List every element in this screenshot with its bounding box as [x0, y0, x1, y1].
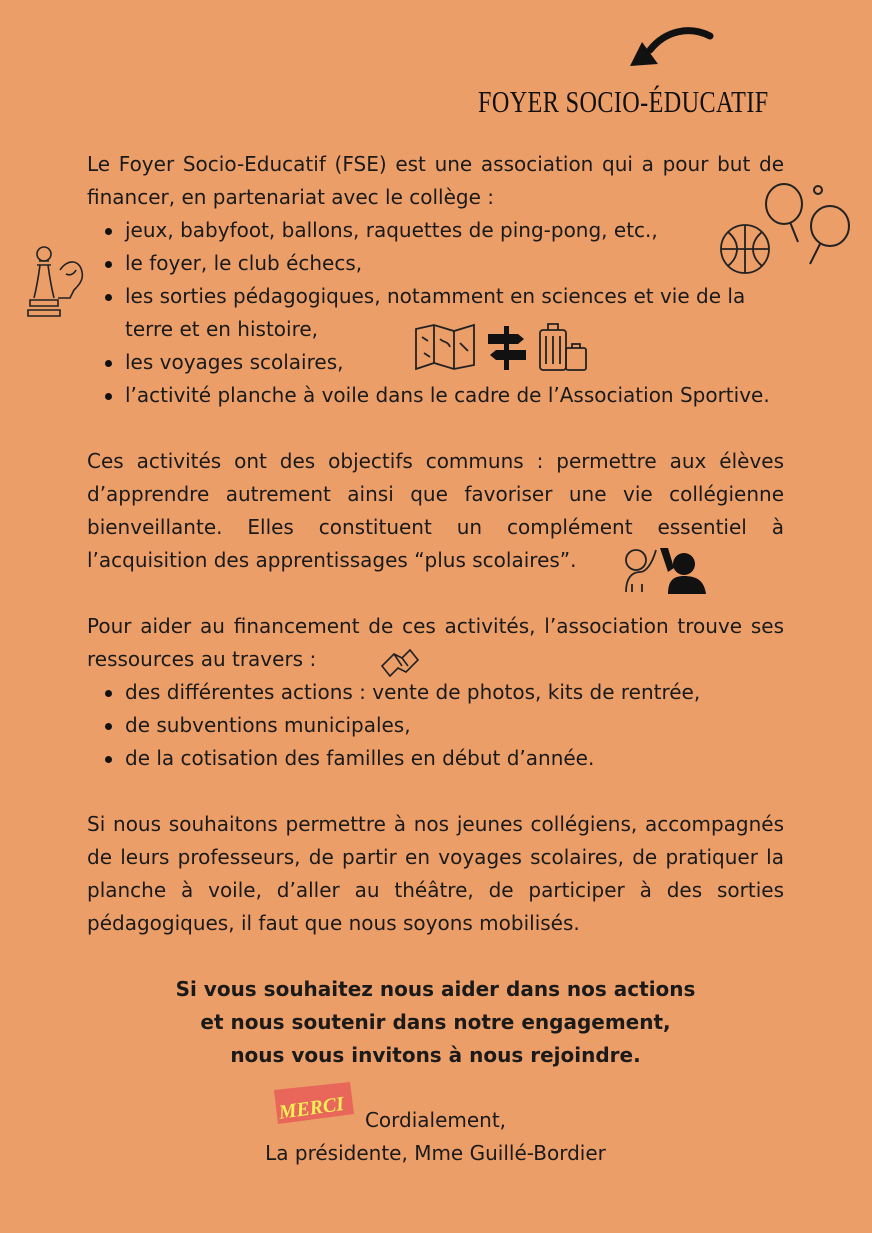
- map-icon: [414, 323, 476, 371]
- cta-line: Si vous souhaitez nous aider dans nos actions: [175, 977, 696, 1001]
- objectives-paragraph: Ces activités ont des objectifs communs : permettre aux élèves d’apprendre autrement ainsi que favoriser une vie collégienne bienveillante. Elles constituent un complément essentiel à l’acquisition des apprentissages “plus scolaires”.: [87, 449, 784, 572]
- ping-pong-icon: [760, 182, 856, 272]
- cta-line: et nous soutenir dans notre engagement,: [200, 1010, 671, 1034]
- list-item: de subventions municipales,: [125, 709, 784, 742]
- list-item: les sorties pédagogiques, notamment en sciences et vie de la terre et en histoire,: [125, 280, 784, 346]
- svg-text:MERCI: MERCI: [277, 1092, 346, 1124]
- signature-block: [87, 1104, 784, 1170]
- signpost-icon: [484, 324, 530, 372]
- mobilisation-paragraph: Si nous souhaitons permettre à nos jeunes collégiens, accompagnés de leurs professeurs, de partir en voyages scolaires, de pratiquer la planche à voile, d’aller au théâtre, de participer à des sorties pédagogiques, il faut que nous soyons mobilisés.: [87, 812, 784, 935]
- chess-pieces-icon: [24, 240, 90, 328]
- page-title: FOYER SOCIO-ÉDUCATIF: [478, 84, 769, 119]
- list-item: les voyages scolaires,: [125, 346, 784, 379]
- intro-paragraph: Le Foyer Socio-Educatif (FSE) est une association qui a pour but de financer, en partenariat avec le collège :: [87, 152, 784, 209]
- call-to-action: [87, 973, 784, 1072]
- funding-list: [87, 676, 784, 775]
- mobilisation-section: [87, 808, 784, 940]
- arrow-icon: [628, 26, 714, 72]
- greeting: Cordialement,: [364, 1108, 507, 1132]
- list-item: le foyer, le club échecs,: [125, 247, 784, 280]
- list-item: de la cotisation des familles en début d’année.: [125, 742, 784, 775]
- funding-intro: Pour aider au financement de ces activités, l’association trouve ses ressources au travers :: [87, 614, 784, 671]
- basketball-icon: [718, 222, 772, 276]
- high-five-icon: [622, 544, 710, 594]
- list-item: des différentes actions : vente de photos, kits de rentrée,: [125, 676, 784, 709]
- cta-line: nous vous invitons à nous rejoindre.: [230, 1043, 641, 1067]
- luggage-icon: [536, 320, 590, 374]
- activities-list: [87, 214, 784, 412]
- list-item: jeux, babyfoot, ballons, raquettes de ping-pong, etc.,: [125, 214, 784, 247]
- intro-section: [87, 148, 784, 412]
- handshake-icon: [380, 644, 420, 680]
- list-item: l’activité planche à voile dans le cadre de l’Association Sportive.: [125, 379, 784, 412]
- funding-section: [87, 610, 784, 775]
- signature: La présidente, Mme Guillé-Bordier: [265, 1141, 606, 1165]
